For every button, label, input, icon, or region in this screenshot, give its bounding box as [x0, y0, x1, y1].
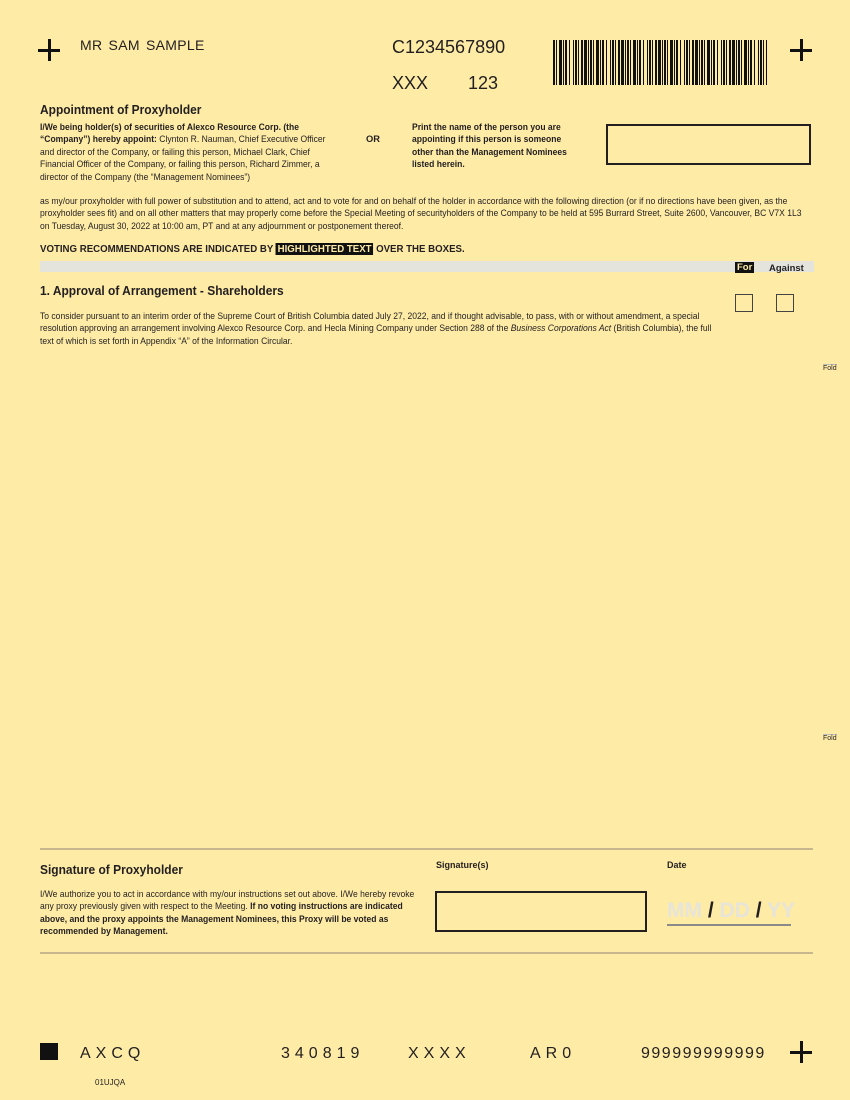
form-id: 01UJQA: [95, 1078, 126, 1087]
registration-mark-top-left: [38, 39, 60, 61]
barcode-bar: [618, 40, 620, 85]
barcode-bar: [680, 40, 681, 85]
resolution-text-before: To consider pursuant to an interim order of the Supreme Court of British Columbia dated July 27, 2022, and if thought advisable, to pass, with or without amendment, a special resolution approving an arrangement involving Alexco Resource Corp. and Hecla Mining Company under Section 288 of the: [40, 311, 700, 334]
appointment-lead-rest: Clynton R. Nauman, Chief Executive Officer and director of the Company, or failing this person, Michael Clark, Chief Financial Officer of the Company, or failing this person, Richard Zimmer, a director of the Company (the “Management Nominees”): [40, 134, 326, 182]
barcode-bar: [556, 40, 557, 85]
barcode-bar: [748, 40, 749, 85]
signature-authorization-text: [40, 888, 417, 938]
signature-text-bold: If no voting instructions are indicated above, and the proxy appoints the Management Nominees, this Proxy will be voted as recommended by Management.: [40, 901, 403, 937]
shareholder-name: MR SAM SAMPLE: [80, 37, 205, 53]
appointment-title: Appointment of Proxyholder: [40, 102, 202, 117]
barcode-bar: [573, 40, 574, 85]
signature-top-rule: [40, 848, 813, 850]
voting-recommendation-note: [40, 243, 465, 255]
appointment-lead-bold: I/We being holder(s) of securities of Alexco Resource Corp. (the “Company”) hereby appoint:: [40, 122, 300, 145]
signature-bottom-rule: [40, 952, 813, 954]
highlighted-text-sample: HIGHLIGHTED TEXT: [277, 243, 372, 255]
date-separator-2: /: [755, 899, 762, 922]
barcode-bar: [736, 40, 737, 85]
barcode-bar: [717, 40, 718, 85]
barcode-bar: [553, 40, 555, 85]
barcode-bar: [721, 40, 722, 85]
barcode-bar: [637, 40, 638, 85]
print-name-instructions: Print the name of the person you are appointing if this person is someone other than the Management Nominees listed herein.: [412, 122, 567, 170]
barcode-bar: [575, 40, 577, 85]
code-left: XXX: [392, 73, 429, 93]
barcode-bar: [627, 40, 629, 85]
signature-text-plain: I/We authorize you to act in accordance with my/our instructions set out above. I/We hereby revoke any proxy previously given with respect to the Meeting.: [40, 889, 415, 912]
barcode-bar: [610, 40, 611, 85]
barcode-bar: [581, 40, 583, 85]
footer-code-1: AXCQ: [80, 1045, 146, 1062]
barcode-bar: [643, 40, 644, 85]
barcode-bar: [741, 40, 742, 85]
barcode-bar: [754, 40, 755, 85]
voting-note-post: OVER THE BOXES.: [373, 243, 465, 255]
code-right: 123: [468, 73, 499, 93]
barcode-bar: [578, 40, 579, 85]
date-separator-1: /: [707, 899, 714, 922]
barcode-bar: [652, 40, 653, 85]
footer-square-mark: [40, 1043, 58, 1060]
date-label: Date: [667, 860, 687, 870]
registration-mark-bottom-right: [790, 1041, 812, 1063]
signature-input[interactable]: [435, 891, 647, 932]
registration-mark-top-right: [790, 39, 812, 61]
barcode-bar: [633, 40, 636, 85]
barcode-bar: [590, 40, 592, 85]
barcode: [553, 40, 767, 85]
barcode-bar: [707, 40, 710, 85]
appointment-lead: [40, 121, 334, 183]
barcode-bar: [692, 40, 694, 85]
resolution-text: [40, 310, 721, 347]
barcode-bar: [647, 40, 648, 85]
appointment-body: as my/our proxyholder with full power of substitution and to attend, act and to vote for and on behalf of the holder in accordance with the following direction (or if no directions have been given, as the proxyholder sees fit) and on all other matters that may properly come before the Special Meeting of securityholders of the Company to be held at 595 Burrard Street, Suite 2600, Vancouver, BC V7X 1L3 on Tuesday, August 30, 2022 at 10:00 am, PT and at any adjournment or postponement thereof.: [40, 196, 802, 231]
voting-header-bar: [40, 261, 814, 272]
barcode-bar: [569, 40, 570, 85]
resolution-title: 1. Approval of Arrangement - Shareholders: [40, 283, 284, 298]
barcode-bar: [674, 40, 675, 85]
or-label: OR: [366, 134, 380, 144]
barcode-bar: [563, 40, 564, 85]
barcode-bar: [658, 40, 661, 85]
barcode-bar: [667, 40, 668, 85]
barcode-bar: [684, 40, 685, 85]
barcode-bar: [565, 40, 567, 85]
control-number: C1234567890: [392, 37, 506, 57]
barcode-bar: [625, 40, 626, 85]
barcode-bar: [612, 40, 614, 85]
barcode-bar: [760, 40, 762, 85]
footer-code-2: 340819: [281, 1045, 365, 1062]
barcode-bar: [600, 40, 601, 85]
for-column-label: For: [737, 262, 753, 273]
footer-code-5: 999999999999: [641, 1045, 766, 1062]
against-column-label: Against: [769, 263, 804, 274]
barcode-bar: [593, 40, 594, 85]
barcode-bar: [704, 40, 705, 85]
barcode-bar: [662, 40, 663, 85]
barcode-bar: [726, 40, 727, 85]
barcode-bar: [615, 40, 616, 85]
barcode-bar: [664, 40, 666, 85]
signature-title: Signature of Proxyholder: [40, 862, 183, 877]
barcode-bar: [559, 40, 562, 85]
resolution-text-italic: Business Corporations Act: [510, 323, 612, 334]
barcode-bar: [588, 40, 589, 85]
barcode-bar: [701, 40, 703, 85]
barcode-bar: [584, 40, 587, 85]
barcode-bar: [713, 40, 715, 85]
resolution-text-after: (British Columbia), the full text of which is set forth in Appendix “A” of the Information Circular.: [40, 323, 712, 346]
barcode-bar: [695, 40, 698, 85]
barcode-bar: [738, 40, 740, 85]
barcode-bar: [729, 40, 731, 85]
date-yy-placeholder: YY: [767, 899, 796, 922]
barcode-bar: [750, 40, 752, 85]
barcode-bar: [676, 40, 678, 85]
against-checkbox[interactable]: [776, 294, 794, 312]
barcode-bar: [766, 40, 767, 85]
barcode-bar: [621, 40, 624, 85]
barcode-bar: [596, 40, 599, 85]
barcode-bar: [711, 40, 712, 85]
date-dd-placeholder: DD: [719, 899, 750, 922]
date-input[interactable]: [667, 898, 796, 926]
barcode-bar: [732, 40, 735, 85]
date-mm-placeholder: MM: [667, 899, 702, 922]
signature-label: Signature(s): [436, 860, 489, 870]
barcode-bar: [689, 40, 690, 85]
fold-mark-lower: Fold: [823, 735, 837, 742]
barcode-bar: [606, 40, 607, 85]
barcode-bar: [699, 40, 700, 85]
for-checkbox[interactable]: [735, 294, 753, 312]
barcode-bar: [655, 40, 657, 85]
barcode-bar: [744, 40, 747, 85]
barcode-bar: [649, 40, 651, 85]
footer-code-3: XXXX: [408, 1045, 471, 1062]
voting-note-pre: VOTING RECOMMENDATIONS ARE INDICATED BY: [40, 243, 276, 255]
barcode-bar: [639, 40, 641, 85]
proxyholder-name-input[interactable]: [606, 124, 811, 165]
barcode-bar: [670, 40, 673, 85]
barcode-bar: [758, 40, 759, 85]
barcode-bar: [602, 40, 604, 85]
barcode-bar: [630, 40, 631, 85]
barcode-bar: [686, 40, 688, 85]
barcode-bar: [723, 40, 725, 85]
fold-mark-upper: Fold: [823, 365, 837, 372]
footer-code-4: AR0: [530, 1045, 577, 1062]
barcode-bar: [763, 40, 764, 85]
